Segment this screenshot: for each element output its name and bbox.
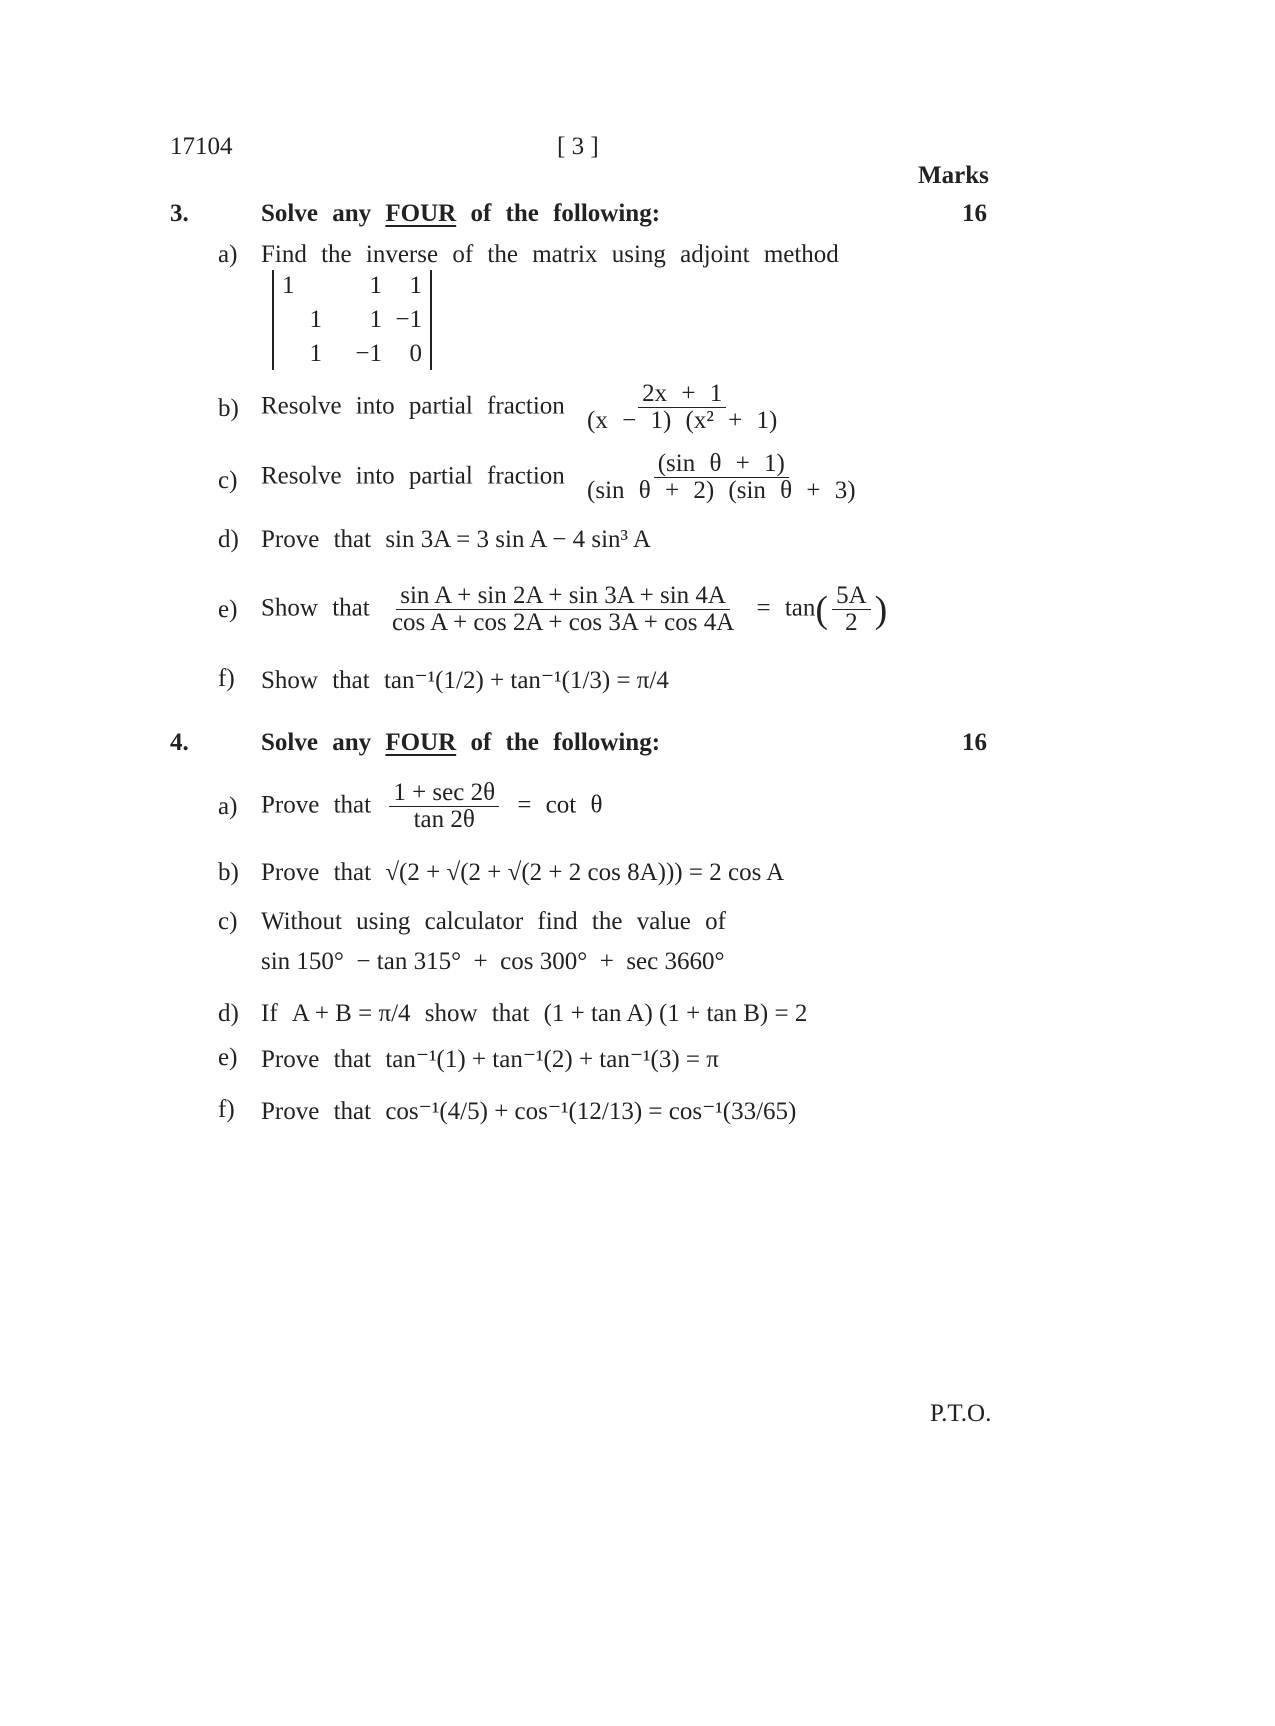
part-text: Find the inverse of the matrix using adjoint method bbox=[261, 241, 839, 268]
math-expression: sin 3A = 3 sin A − 4 sin³ A bbox=[385, 526, 651, 553]
part-label: c) bbox=[218, 467, 238, 494]
denominator: tan 2θ bbox=[413, 806, 475, 834]
part-label: e) bbox=[218, 1044, 238, 1071]
math-expression: √(2 + √(2 + √(2 + 2 cos 8A))) = 2 cos A bbox=[385, 859, 785, 886]
question-instruction bbox=[261, 729, 660, 757]
matrix-cell: 1 bbox=[369, 306, 382, 333]
question-marks: 16 bbox=[962, 200, 987, 227]
question-instruction bbox=[261, 200, 660, 228]
part-text bbox=[261, 859, 784, 887]
math-expression: A + B = π/4 bbox=[291, 1000, 411, 1027]
part-text: Prove that bbox=[261, 1098, 372, 1125]
part-label: a) bbox=[218, 241, 238, 268]
numerator: 5A bbox=[832, 583, 871, 610]
instruction-text: of the following: bbox=[470, 200, 661, 227]
matrix bbox=[272, 270, 432, 370]
denominator: (sin θ + 2) (sin θ + 3) bbox=[587, 477, 856, 505]
part-label: c) bbox=[218, 908, 238, 935]
part-label: b) bbox=[218, 859, 239, 886]
part-text bbox=[261, 381, 785, 435]
part-text: Resolve into partial fraction bbox=[261, 392, 565, 420]
part-label: b) bbox=[218, 395, 239, 422]
denominator: cos A + cos 2A + cos 3A + cos 4A bbox=[391, 609, 735, 637]
numerator: (sin θ + 1) bbox=[654, 451, 789, 478]
part-text bbox=[261, 1000, 807, 1028]
math-expression: = tan bbox=[756, 594, 816, 622]
instruction-text: Solve any bbox=[261, 200, 372, 227]
math-expression: sin 150° − tan 315° + cos 300° + sec 3660° bbox=[261, 948, 725, 975]
numerator: 1 + sec 2θ bbox=[389, 780, 499, 807]
matrix-cell: 0 bbox=[409, 340, 422, 367]
part-text bbox=[261, 780, 602, 834]
part-label: d) bbox=[218, 1000, 239, 1027]
part-text: show that bbox=[424, 1000, 530, 1027]
matrix-cell: 1 bbox=[369, 272, 382, 299]
part-text: Prove that bbox=[261, 859, 372, 886]
part-text: Prove that bbox=[261, 791, 372, 819]
part-text: Prove that bbox=[261, 526, 372, 553]
part-label: a) bbox=[218, 793, 238, 820]
part-label: f) bbox=[218, 665, 235, 692]
part-text: Show that bbox=[261, 667, 370, 694]
part-text: Without using calculator find the value of bbox=[261, 908, 726, 935]
part-label: f) bbox=[218, 1096, 235, 1123]
question-number: 3. bbox=[170, 200, 189, 227]
part-text: If bbox=[261, 1000, 278, 1027]
part-text: Resolve into partial fraction bbox=[261, 462, 565, 490]
numerator: sin A + sin 2A + sin 3A + sin 4A bbox=[396, 583, 730, 610]
question-number: 4. bbox=[170, 729, 189, 756]
matrix-cell: 1 bbox=[309, 340, 322, 367]
math-expression: (1 + tan A) (1 + tan B) = 2 bbox=[543, 1000, 808, 1027]
fraction bbox=[583, 451, 860, 505]
part-label: d) bbox=[218, 526, 239, 553]
part-text: Prove that bbox=[261, 1046, 372, 1073]
page-number: [ 3 ] bbox=[557, 133, 599, 160]
part-text bbox=[261, 1044, 719, 1074]
denominator: 2 bbox=[845, 609, 858, 637]
fraction bbox=[388, 583, 738, 637]
instruction-emphasis: FOUR bbox=[385, 200, 457, 227]
math-expression: cos⁻¹(4/5) + cos⁻¹(12/13) = cos⁻¹(33/65) bbox=[385, 1098, 797, 1125]
instruction-emphasis: FOUR bbox=[385, 729, 457, 756]
part-text bbox=[261, 451, 864, 505]
marks-heading: Marks bbox=[918, 162, 989, 189]
matrix-cell: 1 bbox=[409, 272, 422, 299]
matrix-cell: 1 bbox=[282, 272, 295, 299]
instruction-text: of the following: bbox=[470, 729, 661, 756]
part-text bbox=[261, 526, 651, 554]
matrix-cell: −1 bbox=[395, 306, 422, 333]
fraction bbox=[389, 780, 499, 834]
paper-code: 17104 bbox=[170, 133, 233, 160]
matrix-cell: −1 bbox=[355, 340, 382, 367]
fraction bbox=[832, 583, 871, 637]
part-text bbox=[261, 665, 669, 695]
math-expression: tan⁻¹(1/2) + tan⁻¹(1/3) = π/4 bbox=[383, 667, 669, 694]
math-expression: tan⁻¹(1) + tan⁻¹(2) + tan⁻¹(3) = π bbox=[385, 1046, 719, 1073]
part-text bbox=[261, 1096, 796, 1126]
instruction-text: Solve any bbox=[261, 729, 372, 756]
part-text: Show that $\frac{\text{sin A + sin 2A + sin 3A + sin 4A}}{\text{cos A + cos 2A + cos 3A + cos 4A}}$ = tan( $\frac{5A}{2}$ ) bbox=[261, 582, 888, 637]
please-turn-over: P.T.O. bbox=[930, 1400, 992, 1427]
numerator: 2x + 1 bbox=[638, 381, 726, 408]
math-expression: = cot θ bbox=[517, 791, 603, 819]
fraction bbox=[583, 381, 781, 435]
denominator: (x − 1) (x² + 1) bbox=[587, 407, 778, 435]
part-label: e) bbox=[218, 596, 238, 623]
part-text: Show that bbox=[261, 594, 370, 622]
matrix-cell: 1 bbox=[309, 306, 322, 333]
question-marks: 16 bbox=[962, 729, 987, 756]
